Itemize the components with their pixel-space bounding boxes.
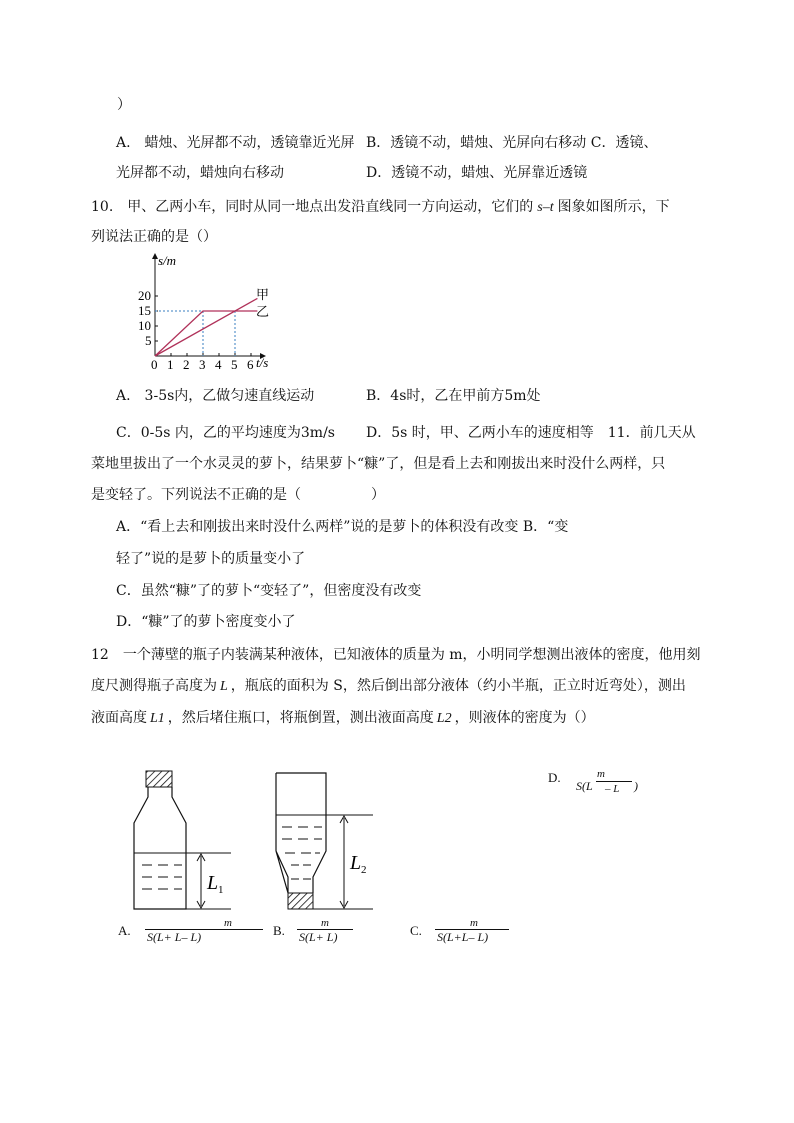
bottle2-label: L bbox=[350, 852, 362, 874]
q12-line2-pre: 度尺测得瓶子高度为 bbox=[91, 678, 217, 694]
x-tick-label: 2 bbox=[183, 357, 190, 372]
q12-line3-pre: 液面高度 bbox=[91, 710, 147, 726]
q11-option-b-cont: 轻了”说的是萝卜的质量变小了 bbox=[116, 551, 306, 567]
q10-stem-var: s–t bbox=[537, 200, 554, 215]
q12-option-c-label: C. bbox=[410, 923, 422, 938]
q10-option-c: C．0-5s 内，乙的平均速度为3m/s bbox=[116, 425, 335, 441]
q10-stem-line1 bbox=[91, 198, 670, 217]
q10-option-a: A. 3-5s内，乙做匀速直线运动 bbox=[116, 388, 315, 404]
q9-option-d: D．透镜不动，蜡烛、光屏靠近透镜 bbox=[366, 165, 588, 181]
series-jia-line bbox=[155, 298, 257, 356]
q12-line2-L: L bbox=[220, 679, 228, 694]
bottle1-outline bbox=[134, 787, 186, 909]
q9-option-b: B．透镜不动，蜡烛、光屏向右移动 C．透镜、 bbox=[366, 135, 658, 151]
option-d-denominator-left: S(L bbox=[576, 779, 593, 793]
option-a-denominator: S(L+ L– L) bbox=[147, 930, 202, 944]
x-tick-label: 4 bbox=[215, 357, 222, 372]
q11-option-d: D．“糠”了的萝卜密度变小了 bbox=[116, 614, 296, 630]
option-d-denominator-right: ) bbox=[634, 779, 638, 793]
q9-option-a: A. 蜡烛、光屏都不动，透镜靠近光屏 bbox=[116, 135, 355, 151]
option-b-numerator: m bbox=[321, 917, 329, 929]
q10-stem-pre: 10. 甲、乙两小车，同时从同一地点出发沿直线同一方向运动，它们的 bbox=[91, 199, 534, 215]
q10-option-b: B．4s时，乙在甲前方5m处 bbox=[366, 388, 541, 404]
x-tick-label: 6 bbox=[247, 357, 254, 372]
option-c-denominator: S(L+L– L) bbox=[437, 930, 489, 944]
q12-option-d-label: D. bbox=[548, 770, 561, 785]
y-tick-label: 20 bbox=[138, 288, 151, 303]
q12-stem-line1: 12 一个薄壁的瓶子内装满某种液体，已知液体的质量为 m，小明同学想测出液体的密度，他用刻 bbox=[91, 647, 701, 663]
series-yi-label: 乙 bbox=[256, 304, 270, 319]
q12-option-b-formula bbox=[297, 917, 357, 947]
q12-option-d-formula bbox=[576, 768, 646, 802]
q12-option-a-formula bbox=[145, 917, 265, 947]
bottle1-label: L bbox=[207, 872, 219, 894]
q11-option-a: A．“看上去和刚拔出来时没什么两样”说的是萝卜的体积没有改变 B．“变 bbox=[116, 519, 569, 535]
option-a-numerator: m bbox=[224, 917, 232, 929]
y-tick-label: 10 bbox=[138, 318, 151, 333]
q12-option-a-label: A. bbox=[118, 923, 131, 938]
q12-option-b-label: B. bbox=[273, 923, 285, 938]
x-tick-label: 5 bbox=[231, 357, 238, 372]
bottle-upright bbox=[125, 765, 245, 915]
x-tick-label: 1 bbox=[167, 357, 174, 372]
x-tick-label: 3 bbox=[199, 357, 206, 372]
q10-option-d: D．5s 时，甲、乙两小车的速度相等 11．前几天从 bbox=[366, 425, 696, 441]
q12-stem-line2 bbox=[91, 677, 686, 696]
q10-stem-post: 图象如图所示，下 bbox=[557, 199, 670, 215]
bottle2-sub: 2 bbox=[361, 864, 367, 876]
q12-option-c-formula bbox=[435, 917, 511, 947]
bottle1-cap bbox=[146, 771, 172, 787]
q9-option-c-cont: 光屏都不动，蜡烛向右移动 bbox=[116, 165, 284, 181]
option-c-numerator: m bbox=[470, 917, 478, 929]
q12-line3-mid: ，然后堵住瓶口，将瓶倒置，测出液面高度 bbox=[167, 710, 434, 726]
x-tick-label: 0 bbox=[151, 357, 158, 372]
bottle1-sub: 1 bbox=[218, 884, 224, 896]
option-d-denominator-mid: – L bbox=[605, 783, 620, 795]
q12-line3-post: ，则液体的密度为（） bbox=[454, 710, 595, 726]
series-yi-line bbox=[155, 311, 257, 356]
q10-stem-line2: 列说法正确的是（） bbox=[91, 229, 217, 245]
q11-option-c: C．虽然“糠”了的萝卜“变轻了”，但密度没有改变 bbox=[116, 583, 422, 599]
bottle-inverted bbox=[265, 765, 385, 915]
x-axis-label: t/s bbox=[256, 355, 269, 370]
option-b-denominator: S(L+ L) bbox=[299, 930, 338, 944]
bottle2-cap bbox=[288, 893, 313, 909]
q12-line3-L2: L2 bbox=[436, 711, 452, 726]
q12-line2-post: ，瓶底的面积为 S，然后倒出部分液体（约小半瓶，正立时近弯处），测出 bbox=[230, 678, 686, 694]
bottle2-outline bbox=[276, 773, 326, 893]
q12-stem-line3 bbox=[91, 709, 595, 728]
q11-stem-line2: 菜地里拔出了一个水灵灵的萝卜，结果萝卜“糠”了，但是看上去和刚拔出来时没什么两样，只 bbox=[91, 456, 666, 472]
y-tick-label: 5 bbox=[145, 333, 152, 348]
y-axis-label: s/m bbox=[158, 253, 177, 268]
st-chart bbox=[125, 250, 295, 375]
option-d-fraction-bar bbox=[596, 781, 632, 782]
y-tick-label: 15 bbox=[138, 303, 151, 318]
series-jia-label: 甲 bbox=[256, 287, 270, 302]
q12-line3-L1: L1 bbox=[150, 711, 165, 726]
option-d-numerator: m bbox=[597, 768, 605, 780]
q9-close-paren: ） bbox=[117, 97, 131, 113]
q11-stem-line3: 是变轻了。下列说法不正确的是（ ） bbox=[91, 487, 385, 503]
